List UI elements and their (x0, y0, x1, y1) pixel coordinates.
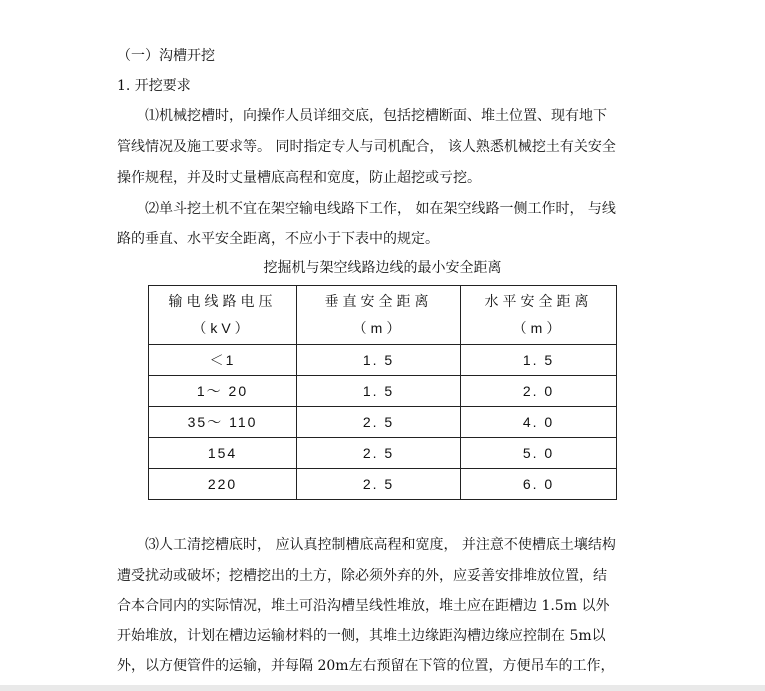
cell-voltage: 35～ 110 (149, 407, 297, 438)
cell-vertical: 2. 5 (297, 469, 461, 500)
paragraph-1-line-3: 操作规程，并及时丈量槽底高程和宽度，防止超挖或亏挖。 (117, 170, 481, 186)
subsection-heading: 1. 开挖要求 (117, 78, 191, 94)
cell-voltage: ＜1 (149, 345, 297, 376)
cell-voltage: 1～ 20 (149, 376, 297, 407)
paragraph-3-line-4: 开始堆放，计划在槽边运输材料的一侧，其堆土边缘距沟槽边缘应控制在 5m以 (117, 628, 606, 644)
table-header-row (149, 286, 617, 345)
paragraph-2-line-2: 路的垂直、水平安全距离，不应小于下表中的规定。 (117, 231, 439, 247)
table-row (149, 469, 617, 500)
cell-voltage: 220 (149, 469, 297, 500)
header-vertical-distance: 垂直安全距离 （m） (297, 286, 461, 345)
cell-horizontal: 6. 0 (461, 469, 617, 500)
table-row (149, 407, 617, 438)
cell-voltage: 154 (149, 438, 297, 469)
table-caption: 挖掘机与架空线路边线的最小安全距离 (263, 260, 502, 276)
paragraph-1-line-2: 管线情况及施工要求等。 同时指定专人与司机配合， 该人熟悉机械挖土有关安全 (117, 139, 616, 155)
cell-horizontal: 2. 0 (461, 376, 617, 407)
cell-vertical: 2. 5 (297, 407, 461, 438)
cell-horizontal: 1. 5 (461, 345, 617, 376)
paragraph-1-line-1: ⑴机械挖槽时，向操作人员详细交底，包括挖槽断面、堆土位置、现有地下 (145, 108, 607, 124)
table-row (149, 376, 617, 407)
paragraph-3-line-3: 合本合同内的实际情况，堆土可沿沟槽呈线性堆放，堆土应在距槽边 1.5m 以外 (117, 598, 610, 614)
header-voltage: 输电线路电压 （kV） (149, 286, 297, 345)
paragraph-3-line-1: ⑶人工清挖槽底时， 应认真控制槽底高程和宽度， 并注意不使槽底土壤结构 (145, 537, 616, 553)
cell-horizontal: 4. 0 (461, 407, 617, 438)
cell-vertical: 1. 5 (297, 345, 461, 376)
table-row (149, 345, 617, 376)
page-bottom-edge (0, 685, 765, 691)
paragraph-3-line-5: 外，以方便管件的运输，并每隔 20m左右预留在下管的位置，方便吊车的工作， (117, 658, 615, 674)
header-horizontal-distance: 水平安全距离 （m） (461, 286, 617, 345)
section-heading: （一）沟槽开挖 (117, 48, 215, 64)
paragraph-3-line-2: 遭受扰动或破坏；挖槽挖出的土方，除必须外弃的外，应妥善安排堆放位置，结 (117, 568, 607, 584)
table-row (149, 438, 617, 469)
paragraph-2-line-1: ⑵单斗挖土机不宜在架空输电线路下工作， 如在架空线路一侧工作时， 与线 (145, 201, 616, 217)
cell-vertical: 2. 5 (297, 438, 461, 469)
safety-distance-table (148, 285, 617, 500)
cell-horizontal: 5. 0 (461, 438, 617, 469)
cell-vertical: 1. 5 (297, 376, 461, 407)
